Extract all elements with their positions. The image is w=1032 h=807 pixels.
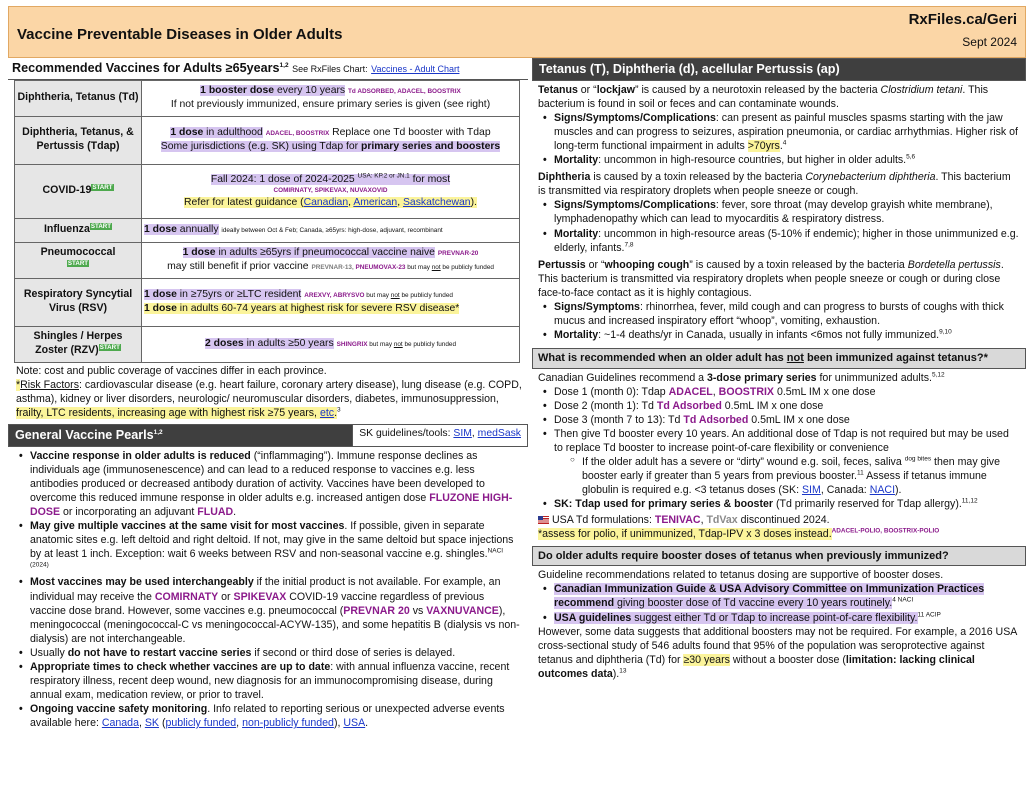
unimmunized-question-header: What is recommended when an older adult has not been immunized against tetanus?*	[532, 348, 1026, 369]
vaccine-pearls-header: General Vaccine Pearls$^{1,2}$ SK guidelines/tools: SIM, medSask	[8, 424, 528, 447]
vaccine-name: Respiratory Syncytial Virus (RSV)	[15, 278, 142, 326]
list-item: • Most vaccines may be used interchangeably if the initial product is not available. For example, an individual may receive the COMIRNATY or SPIKEVAX COVID-19 vaccine regardless of previous vaccine dose brand. However, some vaccines e.g. pneumococcal (PREVNAR 20 vs VAXNUVANCE), meningococcal (meningococcal-C vs meningococcal-ACYW-135), and some hepatitis B (dialysis vs non-dialysis) are not interchangeable.	[14, 575, 522, 645]
vaccines-adult-chart-link[interactable]: Vaccines - Adult Chart	[371, 64, 460, 74]
usa-link[interactable]: USA	[343, 717, 366, 730]
list-item: • Dose 1 (month 0): Tdap ADACEL, BOOSTRIX 0.5mL IM x one dose	[538, 385, 1020, 399]
canada-link[interactable]: Canada	[101, 717, 139, 730]
non-publicly-funded-link[interactable]: non-publicly funded	[242, 717, 334, 730]
vaccine-name: Shingles / Herpes Zoster (RZV)$^{START}$	[15, 326, 142, 362]
list-item: • Mortality: uncommon in high-resource countries, but higher in older adults.$^{5,6}$	[538, 153, 1020, 167]
list-item: • Appropriate times to check whether vaccines are up to date: with annual influenza vaccine, recent respiratory illness, recent deep wound, new diagnosis for an immunocompromising disease, during annual exam, medication review, or prior to travel.	[14, 660, 522, 702]
etc-link[interactable]: etc	[319, 406, 335, 419]
sk-link[interactable]: SK	[144, 717, 159, 730]
sim-link[interactable]: SIM	[453, 428, 472, 440]
list-item: • May give multiple vaccines at the same visit for most vaccines. If possible, given in separate anatomic sites e.g. left deltoid and right deltoid. If not, may give in the same deltoid but space injections by at least 1 inch. Exception: wait 6 weeks between RSV and non-seasonal vaccine e.g. shingles.$^{NACI (2024)}$	[14, 519, 522, 575]
vaccine-detail: Fall 2024: 1 dose of 2024-2025 $^{USA: KP.2 or JN.1}$ for most COMIRNATY, SPIKEVAX, NUVAXOVID Refer for latest guidance (Canadian, American, Saskatchewan).	[142, 164, 520, 218]
page-header	[8, 6, 1026, 58]
american-link[interactable]: American	[353, 196, 398, 208]
vaccine-detail: 1 dose annually ideally between Oct & Feb; Canada, ≥65yrs: high-dose, adjuvant, recombinant	[142, 218, 520, 242]
list-item: • SK: Tdap used for primary series & booster (Td primarily reserved for Tdap allergy).$^{11,12}$	[538, 497, 1020, 511]
start-badge: START	[90, 222, 112, 230]
right-column	[532, 58, 1026, 803]
medsask-link[interactable]: medSask	[477, 428, 521, 440]
booster-question-header: Do older adults require booster doses of tetanus when previously immunized?	[532, 546, 1026, 567]
brand-label: RxFiles.ca/Geri	[908, 11, 1017, 28]
list-item: • Ongoing vaccine safety monitoring. Info related to reporting serious or unexpected adverse events available here: Canada, SK (publicly funded, non-publicly funded), USA.	[14, 702, 522, 730]
list-item: • Dose 2 (month 1): Td Td Adsorbed 0.5mL IM x one dose	[538, 399, 1020, 413]
naci-link[interactable]: NACI	[869, 484, 896, 497]
unimmunized-body: Canadian Guidelines recommend a 3-dose primary series for unimmunized adults.$^{5,12}$ • Dose 1 (month 0): Tdap ADACEL, BOOSTRIX 0.5mL IM x one dose • Dose 2 (month 1): Td Td Adsorbed 0.5mL IM x one dose • Dose 3 (month 7 to 13): Td Td Adsorbed 0.5mL IM x one dose • Then give Td booster every 10 years. An additional dose of Tdap is not required but may be used to replace Td booster to increase point-of-care flexibility or convenience ○ If the older adult has a severe or “dirty” wound e.g. soil, feces, saliva $^{dog bites}$ then may give booster early if greater than 5 years from previous booster.$^{11}$ Assess if tetanus immune globulin is required e.g. <3 tetanus doses (SK: SIM, Canada: NACI). • SK: Tdap used for primary series & booster (Td primarily reserved for Tdap allergy).$^{11,12}$ USA Td formulations: TENIVAC, TdVax discontinued 2024. *assess for polio, if unimmunized, Tdap-IPV x 3 doses instead.$^{ADACEL-POLIO, BOOSTRIX-POLIO}$	[532, 369, 1026, 543]
sk-guidelines-box: SK guidelines/tools: SIM, medSask	[352, 425, 527, 446]
vaccine-detail: 1 dose in adulthood ADACEL, BOOSTRIX Replace one Td booster with Tdap Some jurisdictions (e.g. SK) using Tdap for primary series and boosters	[142, 116, 520, 164]
date-label: Sept 2024	[962, 35, 1017, 49]
tdap-header: Tetanus (T), Diphtheria (d), acellular Pertussis (ap)	[532, 58, 1026, 81]
table-row	[15, 278, 520, 326]
list-item: • Signs/Symptoms: rhinorrhea, fever, mild cough and can progress to bursts of coughs with thick mucus and increased inspiratory effort “whoop”, vomiting, exhaustion.	[538, 300, 1020, 328]
saskatchewan-link[interactable]: Saskatchewan	[402, 196, 471, 208]
list-item: • Mortality: uncommon in high-resource areas (5-10% if endemic); higher in those unimmunized e.g. elderly, infants.$^{7,8}$	[538, 227, 1020, 255]
table-row	[15, 116, 520, 164]
vaccine-name: Influenza$^{START}$	[15, 218, 142, 242]
vaccine-pearls-body	[8, 447, 528, 733]
list-item: • Signs/Symptoms/Complications: can present as painful muscles spasms starting with the jaw muscles and can progress to seizures, aspiration pneumonia, or cardiac arrhythmias. Higher risk of long-term functional impairment in adults >70yrs.$^4$	[538, 111, 1020, 153]
canadian-link[interactable]: Canadian	[303, 196, 349, 208]
vaccine-table	[14, 80, 520, 363]
vaccine-detail: 1 booster dose every 10 years Td ADSORBED, ADACEL, BOOSTRIX If not previously immunized, ensure primary series is given (see right)	[142, 80, 520, 116]
page	[8, 6, 1026, 803]
list-item: • USA guidelines suggest either Td or Tdap to increase point-of-care flexibility.$^{11 ACIP}$	[538, 611, 1020, 625]
vaccine-detail: 2 doses in adults ≥50 years SHINGRIX but may not be publicly funded	[142, 326, 520, 362]
list-item: ○ If the older adult has a severe or “dirty” wound e.g. soil, feces, saliva $^{dog bites}$ then may give booster early if greater than 5 years from previous booster.$^{11}$ Assess if tetanus immune globulin is required e.g. <3 tetanus doses (SK: SIM, Canada: NACI).	[570, 455, 1020, 497]
vaccine-name: Diphtheria, Tetanus (Td)	[15, 80, 142, 116]
table-row	[15, 164, 520, 218]
list-item: • Signs/Symptoms/Complications: fever, sore throat (may develop grayish white membrane), lymphadenopathy which can lead to myocarditis & respiratory distress.	[538, 198, 1020, 226]
table-row	[15, 326, 520, 362]
vaccine-name: Diphtheria, Tetanus, & Pertussis (Tdap)	[15, 116, 142, 164]
page-title: Vaccine Preventable Diseases in Older Adults	[17, 26, 343, 43]
list-item: • Vaccine response in older adults is reduced (“inflammaging”). Immune response declines as individuals age (immunosenescence) and can lead to a reduced response to vaccines e.g. less antibodies produced or decreased antibody duration of activity. Vaccines have been developed to overcome this reduced immune response in older adults e.g. increased antigen dose FLUZONE HIGH-DOSE or incorporating an adjuvant FLUAD.	[14, 449, 522, 519]
coverage-note: Note: cost and public coverage of vaccines differ in each province. *Risk Factors: cardiovascular disease (e.g. heart failure, coronary artery disease), lung disease (e.g. COPD, asthma), kidney or liver disorders, neurologic/ neuromuscular disorders, diabetes, immunosuppression, frailty, LTC residents, increasing age with highest risk ≥75 years, etc.$^3$	[16, 364, 522, 419]
list-item: • Usually do not have to restart vaccine series if second or third dose of series is delayed.	[14, 646, 522, 660]
tdap-body: Tetanus or “lockjaw” is caused by a neurotoxin released by the bacteria Clostridium tetani. This bacterium is found in soil or feces and can contaminate wounds. • Signs/Symptoms/Complications: can present as painful muscles spasms starting with the jaw muscles and can progress to seizures, aspiration pneumonia, or cardiac arrhythmias. Higher risk of long-term functional impairment in adults >70yrs.$^4$ • Mortality: uncommon in high-resource countries, but higher in older adults.$^{5,6}$ Diphtheria is caused by a toxin released by the bacteria Corynebacterium diphtheria. This bacterium is transmitted via respiratory droplets when people sneeze or cough. • Signs/Symptoms/Complications: fever, sore throat (may develop grayish white membrane), lymphadenopathy which can lead to myocarditis & respiratory distress. • Mortality: uncommon in high-resource areas (5-10% if endemic); higher in those unimmunized e.g. elderly, infants.$^{7,8}$ Pertussis or “whooping cough” is caused by a toxin released by the bacteria Bordetella pertussis. This bacterium is transmitted via respiratory droplets when people sneeze or cough or during close face-to-face contact as it is highly contagious. • Signs/Symptoms: rhinorrhea, fever, mild cough and can progress to bursts of coughs with thick mucus and increased inspiratory effort “whoop”, vomiting, exhaustion. • Mortality: ~1-4 deaths/yr in Canada, usually in infants <6mos not fully immunized.$^{9,10}$	[532, 81, 1026, 344]
sim-link[interactable]: SIM	[801, 484, 821, 497]
vaccine-name: Pneumococcal $^{START}$	[15, 242, 142, 278]
left-column	[8, 58, 528, 803]
vaccine-name: COVID-$19^{START}$	[15, 164, 142, 218]
start-badge: START	[92, 183, 113, 191]
table-row	[15, 242, 520, 278]
start-badge: START	[99, 343, 120, 351]
booster-body: Guideline recommendations related to tetanus dosing are supportive of booster doses. • Canadian Immunization Guide & USA Advisory Committee on Immunization Practices recommend giving booster dose of Td vaccine every 10 years routinely.$^{4 NACI}$ • USA guidelines suggest either Td or Tdap to increase point-of-care flexibility.$^{11 ACIP}$ However, some data suggests that additional boosters may not be required. For example, a 2016 USA cross-sectional study of 546 adults found that 95% of the population was seroprotective against tetanus and diphtheria (Td) for ≥30 years without a booster dose (limitation: lacking clinical outcomes data).$^{13}$	[532, 566, 1026, 683]
list-item: • Canadian Immunization Guide & USA Advisory Committee on Immunization Practices recommend giving booster dose of Td vaccine every 10 years routinely.$^{4 NACI}$	[538, 582, 1020, 610]
list-item: • Mortality: ~1-4 deaths/yr in Canada, usually in infants <6mos not fully immunized.$^{9,10}$	[538, 328, 1020, 342]
table-row	[15, 80, 520, 116]
usa-flag-icon	[538, 516, 549, 524]
start-badge: START	[67, 259, 89, 267]
vaccine-detail: 1 dose in ≥75yrs or ≥LTC resident AREXVY, ABRYSVO but may not be publicly funded 1 dose in adults 60-74 years at highest risk for severe RSV disease*	[142, 278, 520, 326]
list-item: • Then give Td booster every 10 years. An additional dose of Tdap is not required but may be used to replace Td booster to increase point-of-care flexibility or convenience ○ If the older adult has a severe or “dirty” wound e.g. soil, feces, saliva $^{dog bites}$ then may give booster early if greater than 5 years from previous booster.$^{11}$ Assess if tetanus immune globulin is required e.g. <3 tetanus doses (SK: SIM, Canada: NACI).	[538, 427, 1020, 497]
publicly-funded-link[interactable]: publicly funded	[165, 717, 237, 730]
recommended-vaccines-title: Recommended Vaccines for Adults ≥65years$^{1,2}$ See RxFiles Chart: Vaccines - Adult Chart	[8, 58, 528, 80]
table-row	[15, 218, 520, 242]
list-item: • Dose 3 (month 7 to 13): Td Td Adsorbed 0.5mL IM x one dose	[538, 413, 1020, 427]
vaccine-detail: 1 dose in adults ≥65yrs if pneumococcal vaccine naive PREVNAR-20 may still benefit if prior vaccine PREVNAR-13, PNEUMOVAX-23 but may not be publicly funded	[142, 242, 520, 278]
